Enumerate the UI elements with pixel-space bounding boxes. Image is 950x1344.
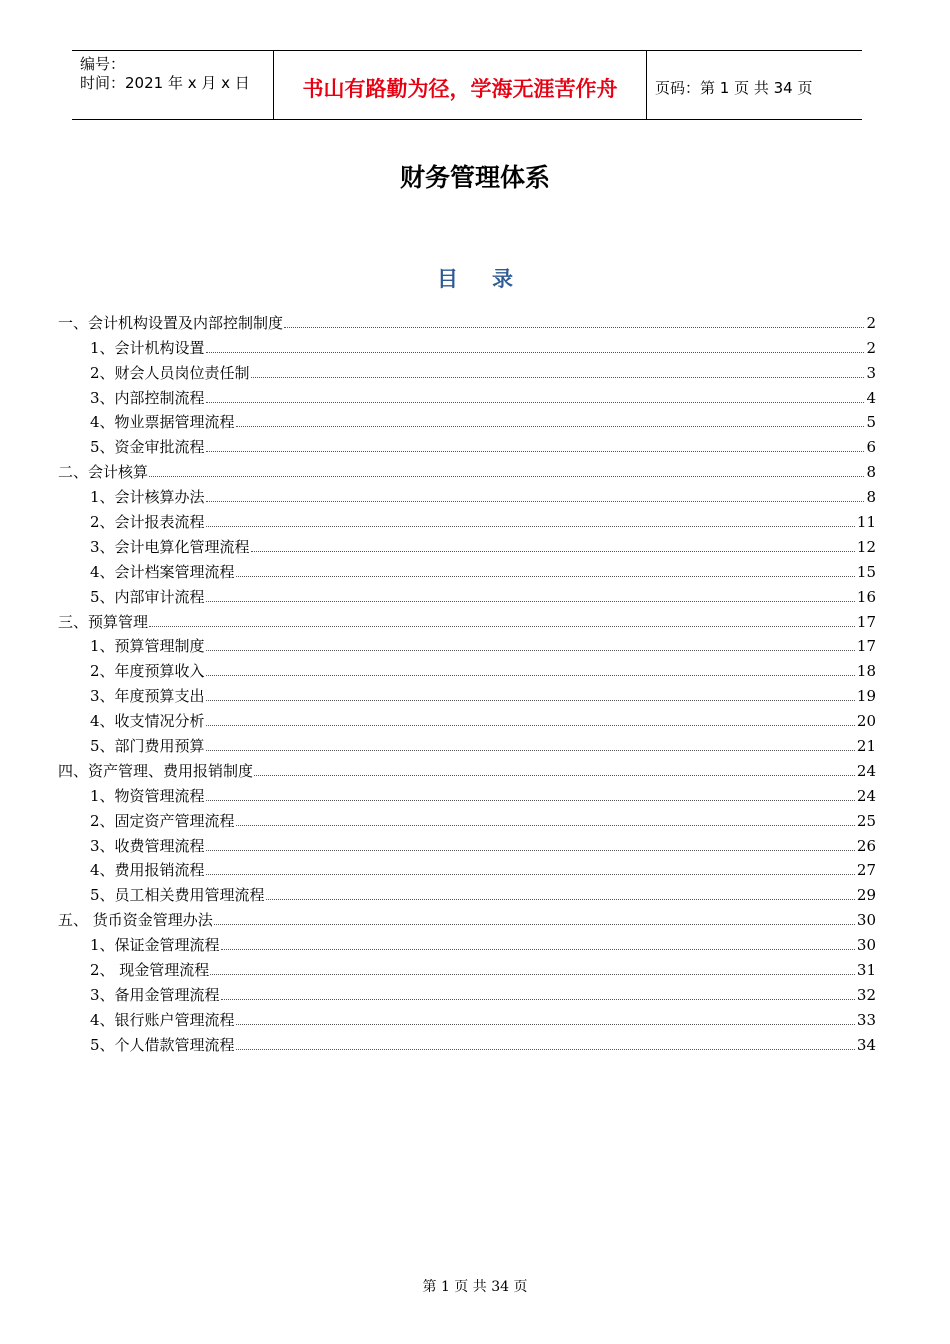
toc-entry-page: 30 (856, 936, 876, 955)
page-footer: 第 1 页 共 34 页 (422, 1279, 528, 1295)
toc-entry-text: 2、年度预算收入 (90, 662, 205, 681)
toc-entry-text: 5、个人借款管理流程 (90, 1035, 235, 1054)
toc-leader-dots (206, 450, 865, 452)
toc-entry[interactable] (58, 954, 876, 979)
toc-entry-text: 3、年度预算支出 (90, 687, 205, 706)
toc-leader-dots (206, 699, 855, 701)
toc-entry[interactable] (58, 332, 876, 357)
toc-entry-page: 29 (856, 886, 876, 905)
toc-entry[interactable] (58, 830, 876, 855)
toc-entry[interactable] (58, 705, 876, 730)
toc-entry-page: 17 (856, 637, 876, 656)
toc-entry-text: 1、预算管理制度 (90, 637, 205, 656)
toc-entry[interactable] (58, 431, 876, 456)
toc-leader-dots (206, 500, 865, 502)
toc-entry[interactable] (58, 481, 876, 506)
toc-leader-dots (206, 401, 865, 403)
toc-leader-dots (236, 1023, 855, 1025)
toc-leader-dots (236, 824, 855, 826)
toc-entry-page: 30 (856, 911, 876, 930)
toc-entry-text: 2、 现金管理流程 (90, 961, 210, 980)
toc-entry-page: 8 (866, 488, 876, 507)
toc-entry-page: 8 (866, 463, 876, 482)
document-header (72, 50, 862, 120)
toc-entry[interactable] (58, 755, 876, 780)
toc-entry[interactable] (58, 407, 876, 432)
toc-leader-dots (210, 973, 855, 975)
toc-entry-page: 5 (866, 413, 876, 432)
toc-entry[interactable] (58, 506, 876, 531)
toc-entry-text: 五、 货币资金管理办法 (58, 911, 213, 930)
toc-entry[interactable] (58, 456, 876, 481)
toc-entry-text: 三、预算管理 (58, 612, 149, 631)
toc-entry-page: 24 (856, 761, 876, 780)
toc-entry-text: 2、固定资产管理流程 (90, 811, 235, 830)
toc-entry[interactable] (58, 1004, 876, 1029)
toc-leader-dots (206, 649, 855, 651)
toc-entry-page: 16 (856, 587, 876, 606)
toc-entry-text: 一、会计机构设置及内部控制制度 (58, 313, 284, 332)
toc-leader-dots (206, 873, 855, 875)
toc-entry-page: 21 (856, 737, 876, 756)
toc-entry-page: 11 (856, 513, 876, 532)
toc-entry[interactable] (58, 631, 876, 656)
toc-entry[interactable] (58, 904, 876, 929)
toc-entry-page: 2 (866, 313, 876, 332)
toc-entry[interactable] (58, 855, 876, 880)
toc-entry-text: 3、收费管理流程 (90, 836, 205, 855)
toc-leader-dots (284, 326, 864, 328)
toc-entry-page: 27 (856, 861, 876, 880)
toc-leader-dots (206, 525, 855, 527)
toc-entry[interactable] (58, 805, 876, 830)
document-number-label: 编号： (80, 55, 126, 73)
toc-entry-text: 4、物业票据管理流程 (90, 413, 235, 432)
toc-leader-dots (206, 600, 855, 602)
toc-entry[interactable] (58, 655, 876, 680)
toc-leader-dots (149, 625, 855, 627)
toc-entry-page: 25 (856, 811, 876, 830)
toc-leader-dots (236, 1048, 855, 1050)
toc-entry-text: 3、内部控制流程 (90, 388, 205, 407)
header-motto-cell (274, 51, 647, 119)
toc-entry-page: 26 (856, 836, 876, 855)
table-of-contents (58, 307, 876, 1054)
toc-leader-dots (236, 425, 865, 427)
toc-leader-dots (206, 674, 855, 676)
toc-entry[interactable] (58, 730, 876, 755)
toc-leader-dots (251, 376, 865, 378)
header-page-cell (647, 51, 862, 119)
toc-entry[interactable] (58, 879, 876, 904)
toc-entry-text: 5、资金审批流程 (90, 438, 205, 457)
toc-entry-page: 34 (856, 1035, 876, 1054)
header-page-info: 页码：第 1 页 共 34 页 (655, 79, 813, 97)
toc-leader-dots (206, 799, 855, 801)
toc-entry-text: 4、银行账户管理流程 (90, 1010, 235, 1029)
toc-entry-text: 1、会计机构设置 (90, 338, 205, 357)
toc-entry-page: 17 (856, 612, 876, 631)
toc-entry[interactable] (58, 1029, 876, 1054)
toc-leader-dots (149, 475, 864, 477)
toc-entry[interactable] (58, 382, 876, 407)
toc-entry[interactable] (58, 556, 876, 581)
toc-entry-text: 3、会计电算化管理流程 (90, 537, 250, 556)
toc-leader-dots (206, 724, 855, 726)
toc-entry-text: 3、备用金管理流程 (90, 985, 220, 1004)
toc-leader-dots (206, 351, 865, 353)
toc-entry-page: 2 (866, 338, 876, 357)
toc-entry[interactable] (58, 979, 876, 1004)
toc-entry-page: 4 (866, 388, 876, 407)
toc-entry-page: 3 (866, 363, 876, 382)
document-title: 财务管理体系 (399, 163, 550, 192)
toc-entry[interactable] (58, 307, 876, 332)
toc-leader-dots (236, 575, 855, 577)
toc-entry-page: 24 (856, 786, 876, 805)
toc-entry-text: 二、会计核算 (58, 463, 149, 482)
toc-entry-page: 6 (866, 438, 876, 457)
toc-leader-dots (206, 849, 855, 851)
toc-entry-text: 2、财会人员岗位责任制 (90, 363, 250, 382)
toc-entry-page: 12 (856, 537, 876, 556)
toc-entry[interactable] (58, 531, 876, 556)
toc-entry-page: 33 (856, 1010, 876, 1029)
toc-entry-text: 5、员工相关费用管理流程 (90, 886, 265, 905)
toc-leader-dots (254, 774, 855, 776)
toc-leader-dots (221, 948, 855, 950)
toc-entry-text: 4、收支情况分析 (90, 712, 205, 731)
header-motto: 书山有路勤为径，学海无涯苦作舟 (302, 77, 618, 101)
toc-entry-text: 1、物资管理流程 (90, 786, 205, 805)
toc-leader-dots (251, 550, 855, 552)
toc-leader-dots (206, 749, 855, 751)
toc-entry-page: 18 (856, 662, 876, 681)
toc-entry[interactable] (58, 780, 876, 805)
toc-entry-text: 5、内部审计流程 (90, 587, 205, 606)
toc-entry[interactable] (58, 581, 876, 606)
toc-entry-text: 1、会计核算办法 (90, 488, 205, 507)
toc-entry-text: 5、部门费用预算 (90, 737, 205, 756)
toc-entry[interactable] (58, 929, 876, 954)
toc-entry-text: 4、会计档案管理流程 (90, 562, 235, 581)
toc-entry-page: 31 (856, 961, 876, 980)
toc-entry-page: 32 (856, 985, 876, 1004)
header-info-cell (72, 51, 274, 119)
toc-entry-text: 4、费用报销流程 (90, 861, 205, 880)
toc-leader-dots (221, 998, 855, 1000)
toc-entry-text: 四、资产管理、费用报销制度 (58, 761, 254, 780)
toc-entry[interactable] (58, 357, 876, 382)
toc-entry-text: 1、保证金管理流程 (90, 936, 220, 955)
toc-leader-dots (266, 898, 855, 900)
toc-entry-page: 20 (856, 712, 876, 731)
toc-title: 目录 (437, 266, 547, 291)
document-time-label: 时间：2021 年 x 月 x 日 (80, 74, 250, 92)
toc-entry[interactable] (58, 606, 876, 631)
toc-entry-page: 19 (856, 687, 876, 706)
toc-leader-dots (214, 923, 855, 925)
toc-entry[interactable] (58, 680, 876, 705)
toc-entry-page: 15 (856, 562, 876, 581)
toc-entry-text: 2、会计报表流程 (90, 513, 205, 532)
